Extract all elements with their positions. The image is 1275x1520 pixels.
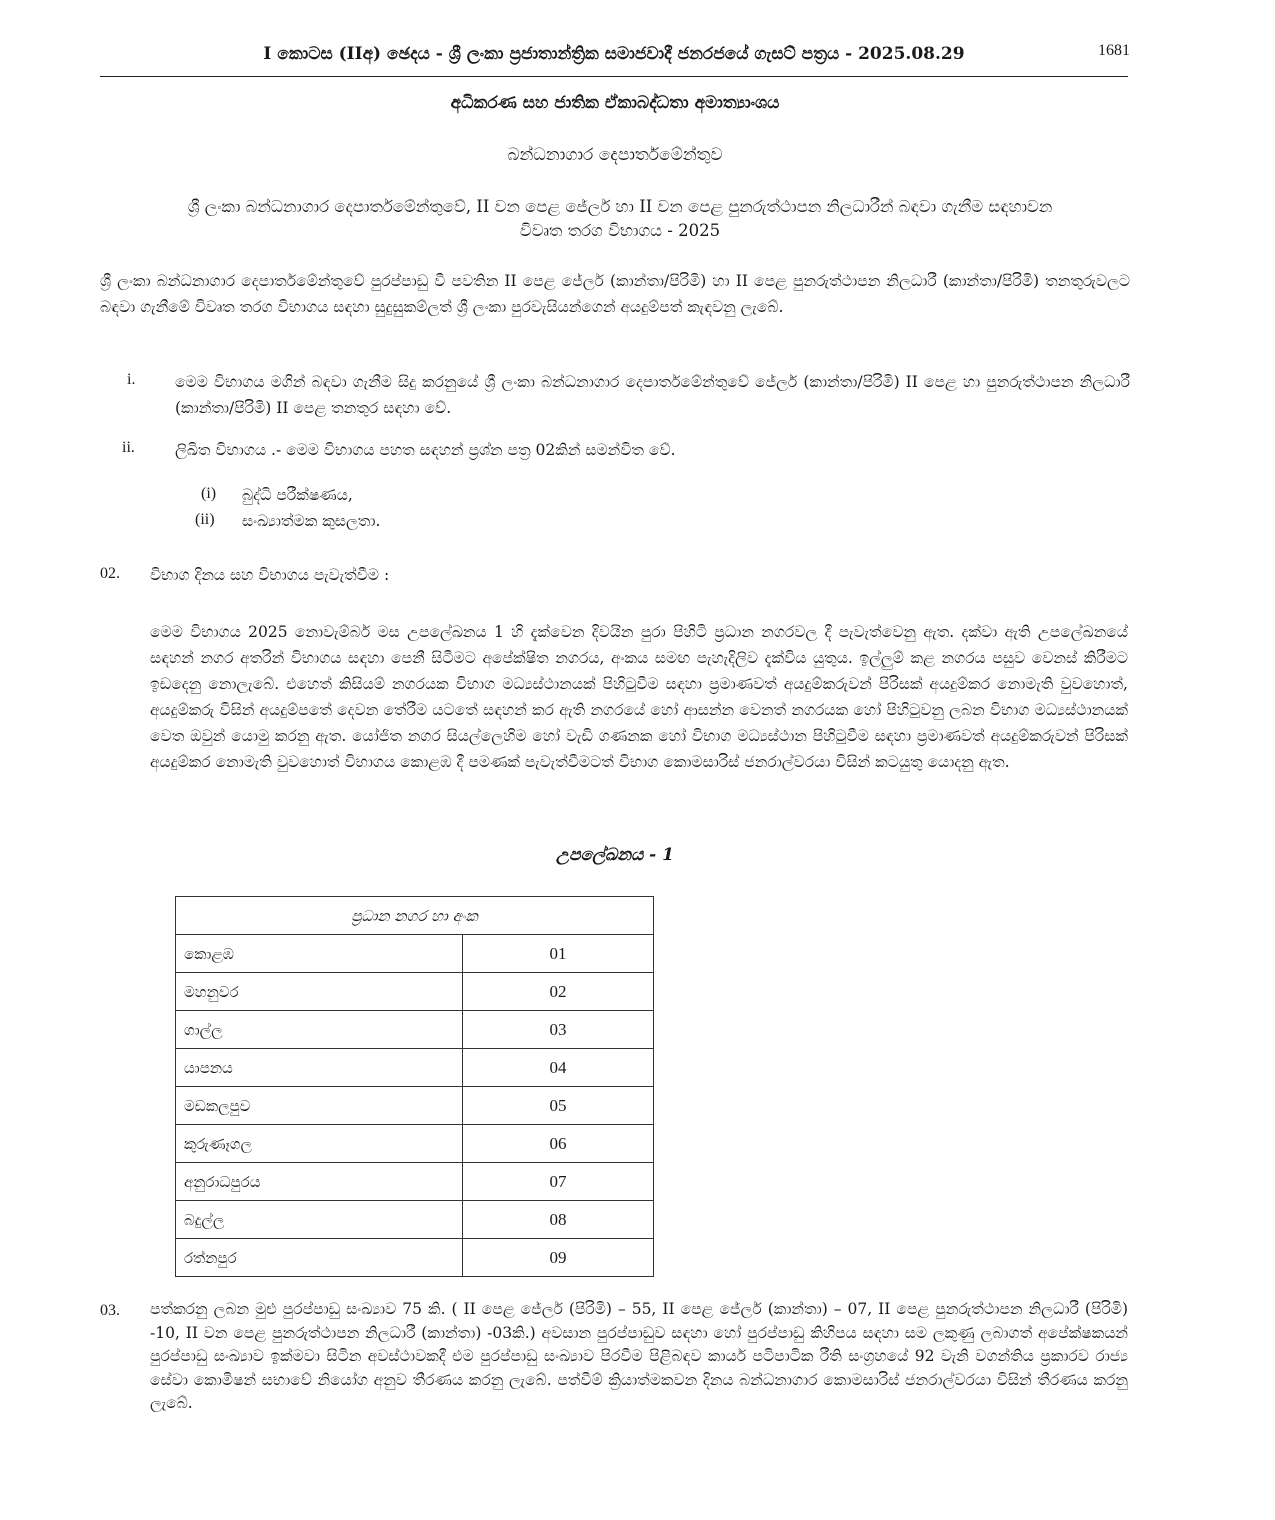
subitem-1-number: (i)	[201, 485, 217, 502]
table-row	[176, 1049, 654, 1087]
table-row	[176, 1239, 654, 1277]
section-02-heading: විභාග දිනය සහ විභාගය පැවැත්වීම :	[150, 566, 390, 584]
table-row	[176, 973, 654, 1011]
city-code: 08	[463, 1201, 654, 1239]
item-ii-number: ii.	[122, 439, 135, 456]
city-name: මඩකලපුව	[176, 1087, 463, 1125]
section-03-body: පත්කරනු ලබන මුළු පුරප්පාඩු සංඛ්‍යාව 75 කි. ( II පෙළ ජේලර් (පිරිමි) – 55, II පෙළ ජේලර් (කාන්තා) – 07, II පෙළ පුනරුත්ථාපන නිලධාරී (පිරිමි) -10, II වන පෙළ පුනරුත්ථාපන නිලධාරී (කාන්තා) -03කි.) අවසාන පුරප්පාඩුව සඳහා හෝ පුරප්පාඩු කිහිපය සඳහා සම ලකුණු ලබාගත් අපේක්ෂකයන් පුරප්පාඩු සංඛ්‍යාව ඉක්මවා සිටින අවස්ථාවකදී එම පුරප්පාඩු සංඛ්‍යාව පිරවීම පිළිබඳව කාර්ය පටිපාටික රීති සංග්‍රහයේ 92 වැනි වගන්තිය ප්‍රකාරව රාජ්‍ය සේවා කොමිෂන් සභාවේ නියෝග අනුව තීරණය කරනු ලැබේ. පත්වීම් ක්‍රියාත්මකවන දිනය බන්ධනාගාර කොමසාරිස් ජනරාල්වරයා විසින් තීරණය කරනු ලැබේ.	[150, 1300, 1128, 1412]
table-row	[176, 1125, 654, 1163]
table-header: ප්‍රධාන නගර හා අංක	[176, 897, 654, 935]
item-ii-text: ලිඛිත විභාගය .- මෙම විභාගය පහත සඳහන් ප්‍රශ්න පත්‍ර 02කින් සමන්විත වේ.	[175, 441, 676, 459]
section-02-body: මෙම විභාගය 2025 නොවැම්බර් මස උපලේඛනය 1 හි දැක්වෙන දිවයින පුරා පිහිටි ප්‍රධාන නගරවල දී පැවැත්වෙනු ඇත. දක්වා ඇති උපලේඛනයේ සඳහන් නගර අතරින් විභාගය සඳහා පෙනී සිටීමට අපේක්ෂිත නගරය, අංකය සමඟ පැහැදිලිව දැක්විය යුතුය. ඉල්ලුම් කළ නගරය පසුව වෙනස් කිරීමට ඉඩදෙනු නොලැබේ. එහෙත් කිසියම් නගරයක විභාග මධ්‍යස්ථානයක් පිහිටුවීම සඳහා ප්‍රමාණවත් අයදුම්කරුවන් පිරිසක් අයදුම්කර නොමැති වුවහොත්, අයදුම්කරු විසින් අයදුම්පතේ දෙවන තේරීම යටතේ සඳහන් කර ඇති නගරයේ හෝ ආසන්න වෙනත් නගරයක හෝ පිහිටුවනු ලබන විභාග මධ්‍යස්ථානයක් වෙත ඔවුන් යොමු කරනු ඇත. යෝජිත නගර සියල්ලෙහිම හෝ වැඩි ගණනක හෝ විභාග මධ්‍යස්ථාන පිහිටුවීම සඳහා ප්‍රමාණවත් අයදුම්කරුවන් පිරිසක් අයදුම්කර නොමැති වුවහොත් විභාගය කොළඹ දී පමණක් පැවැත්වීමටත් විභාග කොමසාරිස් ජනරාල්වරයා විසින් කටයුතු යොදනු ඇත.	[150, 623, 1128, 771]
department-heading: බන්ධනාගාර දෙපාර්තමේන්තුව	[507, 145, 723, 165]
table-row	[176, 1011, 654, 1049]
table-row	[176, 935, 654, 973]
table-header-row	[176, 897, 654, 935]
item-i-text: මෙම විභාගය මගින් බඳවා ගැනීම සිදු කරනුයේ ශ්‍රී ලංකා බන්ධනාගාර දෙපාර්තමේන්තුවේ ජේලර් (කාන්තා/පිරිමි) II පෙළ හා පුනරුත්ථාපන නිලධාරී (කාන්තා/පිරිමි) II පෙළ තනතුර සඳහා වේ.	[175, 373, 1130, 417]
exam-title	[110, 195, 1130, 243]
intro-paragraph: ශ්‍රී ලංකා බන්ධනාගාර දෙපාර්තමේන්තුවේ පුරප්පාඩු වී පවතින II පෙළ ජේලර් (කාන්තා/පිරිමි) හා II පෙළ පුනරුත්ථාපන නිලධාරී (කාන්තා/පිරිමි) තනතුරුවලට බඳවා ගැනීමේ විවෘත තරග විභාගය සඳහා සුදුසුකම්ලත් ශ්‍රී ලංකා පුරවැසියන්ගෙන් අයදුම්පත් කැඳවනු ලැබේ.	[100, 272, 1130, 316]
city-name: බදුල්ල	[176, 1201, 463, 1239]
exam-title-line2: විවෘත තරග විභාගය - 2025	[519, 221, 721, 240]
city-name: කුරුණෑගල	[176, 1125, 463, 1163]
city-code: 06	[463, 1125, 654, 1163]
city-name: රත්නපුර	[176, 1239, 463, 1277]
city-code: 05	[463, 1087, 654, 1125]
exam-title-line1: ශ්‍රී ලංකා බන්ධනාගාර දෙපාර්තමේන්තුවේ, II වන පෙළ ජේලර් හා II වන පෙළ පුනරුත්ථාපන නිලධාරීන් බඳවා ගැනීම සඳහාවන	[187, 197, 1053, 216]
city-code: 04	[463, 1049, 654, 1087]
table-row	[176, 1201, 654, 1239]
city-name: කොළඹ	[176, 935, 463, 973]
city-name: යාපනය	[176, 1049, 463, 1087]
city-code: 09	[463, 1239, 654, 1277]
table-row	[176, 1163, 654, 1201]
city-code: 02	[463, 973, 654, 1011]
page-header	[100, 40, 1128, 77]
section-02-number: 02.	[100, 565, 120, 582]
annex-title: උපලේඛනය - 1	[556, 845, 674, 865]
subitem-2-number: (ii)	[195, 511, 215, 528]
table-row	[176, 1087, 654, 1125]
city-name: අනුරාධපුරය	[176, 1163, 463, 1201]
item-i-number: i.	[127, 371, 136, 388]
page-number: 1681	[1098, 42, 1130, 59]
city-code: 03	[463, 1011, 654, 1049]
city-code: 01	[463, 935, 654, 973]
city-code: 07	[463, 1163, 654, 1201]
section-03-number: 03.	[100, 1302, 120, 1319]
cities-table	[175, 896, 654, 1277]
city-name: මහනුවර	[176, 973, 463, 1011]
subitem-2-text: සංඛ්‍යාත්මක කුසලතා.	[242, 512, 381, 530]
header-title: I කොටස (IIඅ) ඡෙදය - ශ්‍රී ලංකා ප්‍රජාතාන්ත්‍රික සමාජවාදී ජනරජයේ ගැසට් පත්‍රය - 2025.08.29	[263, 44, 965, 64]
ministry-heading: අධිකරණ සහ ජාතික ඒකාබද්ධතා අමාත්‍යාංශය	[450, 93, 780, 113]
city-name: ගාල්ල	[176, 1011, 463, 1049]
subitem-1-text: බුද්ධි පරීක්ෂණය,	[242, 486, 353, 504]
